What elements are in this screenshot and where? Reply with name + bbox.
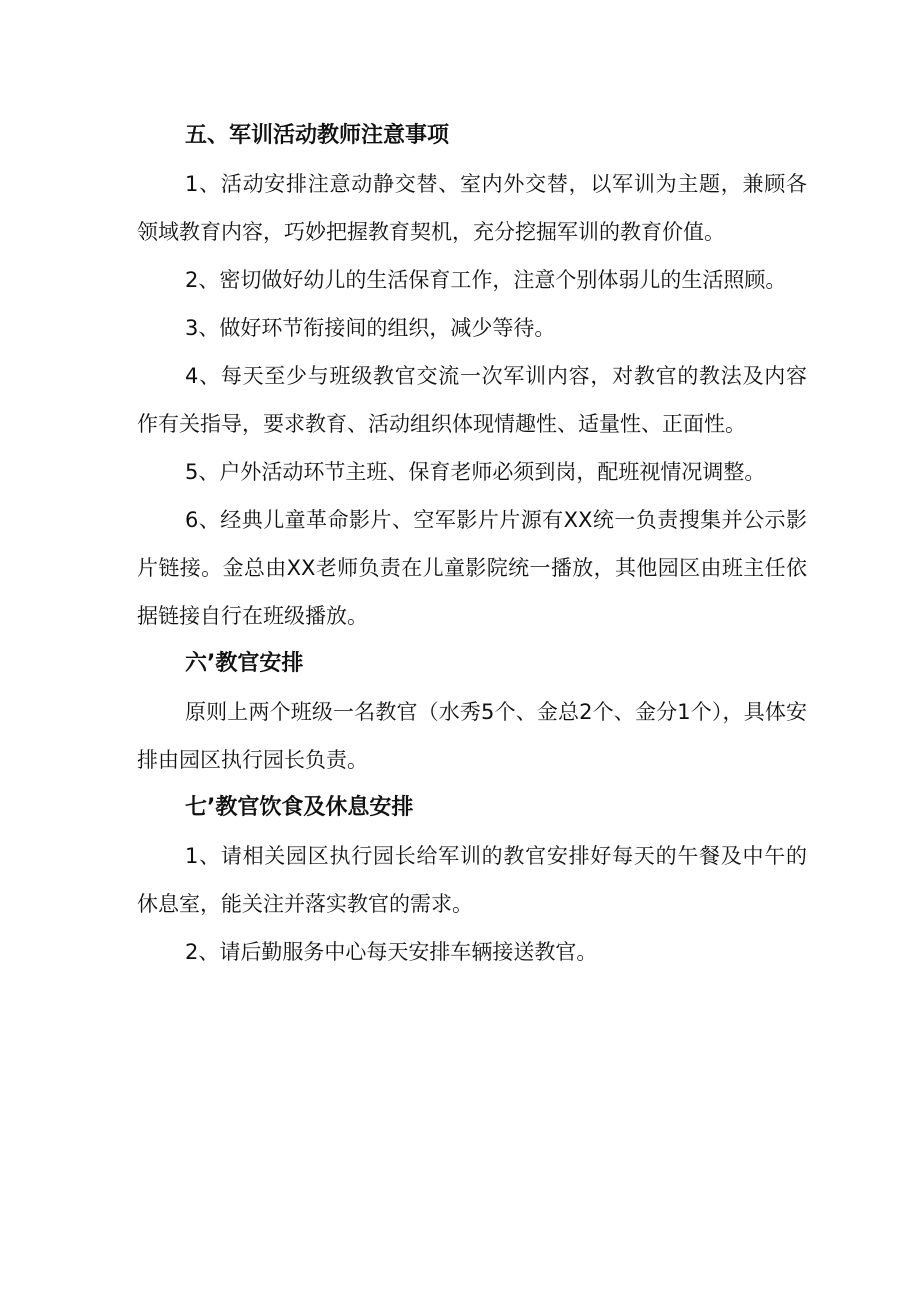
paragraph: 原则上两个班级一名教官（水秀5个、金总2个、金分1个），具体安排由园区执行园长负责。 xyxy=(137,700,807,772)
paragraph: 4、每天至少与班级教官交流一次军训内容，对教官的教法及内容作有关指导，要求教育、活动组织体现情趣性、适量性、正面性。 xyxy=(137,364,807,436)
paragraph: 1、请相关园区执行园长给军训的教官安排好每天的午餐及中午的休息室，能关注并落实教官的需求。 xyxy=(137,844,807,916)
section-heading: 七’教官饮食及休息安排 xyxy=(185,795,414,820)
section-seven xyxy=(137,784,807,976)
paragraph: 3、做好环节衔接间的组织，减少等待。 xyxy=(185,316,556,340)
paragraph: 2、请后勤服务中心每天安排车辆接送教官。 xyxy=(185,940,598,964)
paragraph: 6、经典儿童革命影片、空军影片片源有XX统一负责搜集并公示影片链接。金总由XX老师负责在儿童影院统一播放，其他园区由班主任依据链接自行在班级播放。 xyxy=(137,508,807,628)
section-heading: 五、军训活动教师注意事项 xyxy=(185,123,450,148)
section-five xyxy=(137,112,807,640)
paragraph: 1、活动安排注意动静交替、室内外交替，以军训为主题，兼顾各领域教育内容，巧妙把握教育契机，充分挖掘军训的教育价值。 xyxy=(137,172,807,244)
paragraph: 5、户外活动环节主班、保育老师必须到岗，配班视情况调整。 xyxy=(185,460,766,484)
document-body xyxy=(137,112,807,976)
section-six xyxy=(137,640,807,784)
section-heading: 六’教官安排 xyxy=(185,651,304,676)
paragraph: 2、密切做好幼儿的生活保育工作，注意个别体弱儿的生活照顾。 xyxy=(185,268,787,292)
